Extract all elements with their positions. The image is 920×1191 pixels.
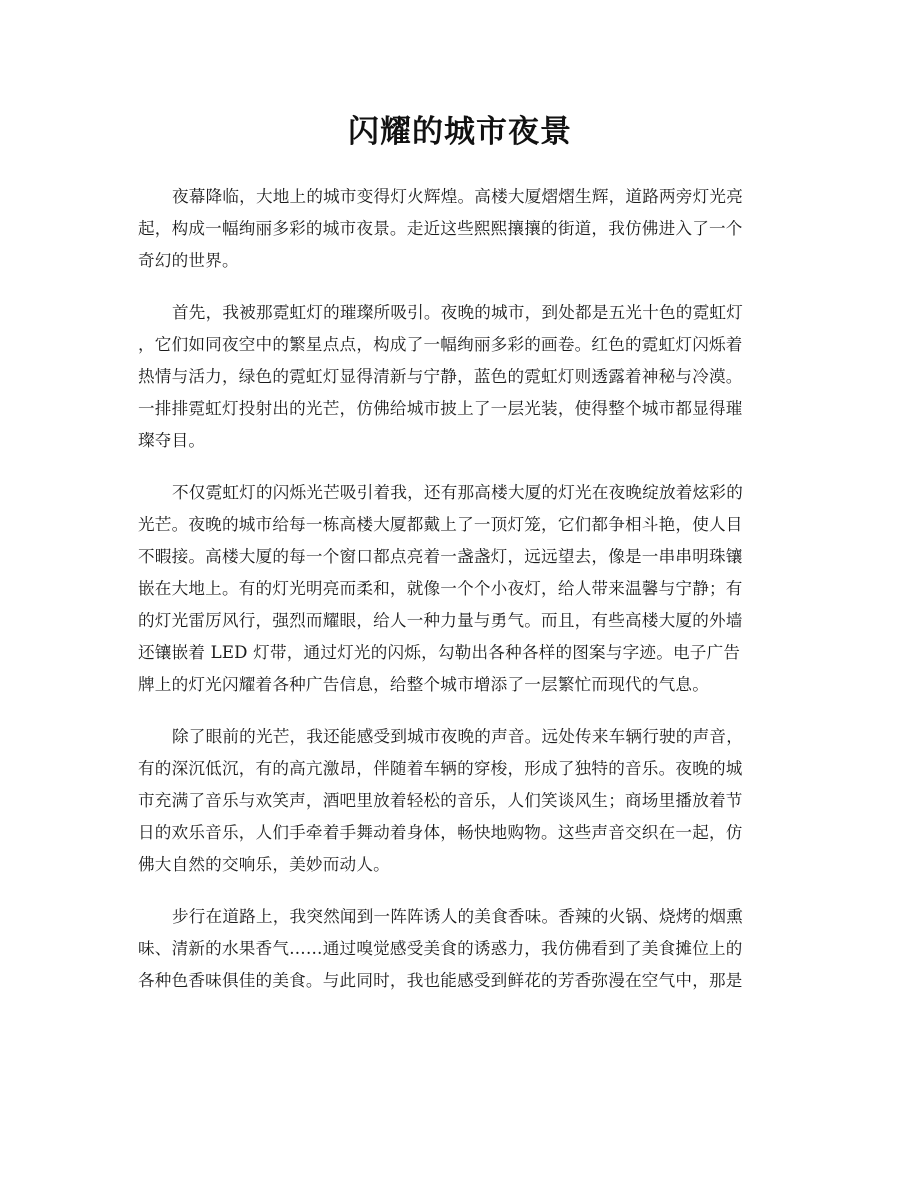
text-line: 一排排霓虹灯投射出的光芒，仿佛给城市披上了一层光装，使得整个城市都显得璀 — [138, 399, 743, 418]
paragraph-2 — [138, 297, 788, 457]
text-line: 首先，我被那霓虹灯的璀璨所吸引。夜晚的城市，到处都是五光十色的霓虹灯 — [172, 303, 743, 322]
text-line: 各种色香味俱佳的美食。与此同时，我也能感受到鲜花的芳香弥漫在空气中，那是 — [138, 971, 743, 990]
text-line: 有的深沉低沉，有的高亢激昂，伴随着车辆的穿梭，形成了独特的音乐。夜晚的城 — [138, 759, 743, 778]
text-line: 光芒。夜晚的城市给每一栋高楼大厦都戴上了一顶灯笼，它们都争相斗艳，使人目 — [138, 515, 743, 534]
text-line: 嵌在大地上。有的灯光明亮而柔和，就像一个个小夜灯，给人带来温馨与宁静；有 — [138, 579, 743, 598]
text-line: 步行在道路上，我突然闻到一阵阵诱人的美食香味。香辣的火锅、烧烤的烟熏 — [172, 907, 743, 926]
paragraph-1 — [138, 181, 788, 277]
document-body — [138, 181, 788, 1017]
text-line: 佛大自然的交响乐，美妙而动人。 — [138, 855, 390, 874]
text-line: 牌上的灯光闪耀着各种广告信息，给整个城市增添了一层繁忙而现代的气息。 — [138, 675, 709, 694]
text-line: 还镶嵌着 LED 灯带，通过灯光的闪烁，勾勒出各种各样的图案与字迹。电子广告 — [138, 643, 741, 662]
text-line: 热情与活力，绿色的霓虹灯显得清新与宁静，蓝色的霓虹灯则透露着神秘与冷漠。 — [138, 367, 743, 386]
text-line: 奇幻的世界。 — [138, 251, 239, 270]
text-line: 不仅霓虹灯的闪烁光芒吸引着我，还有那高楼大厦的灯光在夜晚绽放着炫彩的 — [172, 483, 743, 502]
text-line: 起，构成一幅绚丽多彩的城市夜景。走近这些熙熙攘攘的街道，我仿佛进入了一个 — [138, 219, 743, 238]
text-line: 市充满了音乐与欢笑声，酒吧里放着轻松的音乐，人们笑谈风生；商场里播放着节 — [138, 791, 743, 810]
text-line: 除了眼前的光芒，我还能感受到城市夜晚的声音。远处传来车辆行驶的声音， — [172, 727, 743, 746]
document-title: 闪耀的城市夜景 — [348, 114, 572, 150]
text-line: 璨夺目。 — [138, 431, 206, 450]
paragraph-3 — [138, 477, 788, 701]
text-line: 不暇接。高楼大厦的每一个窗口都点亮着一盏盏灯，远远望去，像是一串串明珠镶 — [138, 547, 743, 566]
text-line: 味、清新的水果香气……通过嗅觉感受美食的诱惑力，我仿佛看到了美食摊位上的 — [138, 939, 743, 958]
text-line: 夜幕降临，大地上的城市变得灯火辉煌。高楼大厦熠熠生辉，道路两旁灯光亮 — [172, 187, 743, 206]
text-line: ，它们如同夜空中的繁星点点，构成了一幅绚丽多彩的画卷。红色的霓虹灯闪烁着 — [138, 335, 743, 354]
text-line: 日的欢乐音乐，人们手牵着手舞动着身体，畅快地购物。这些声音交织在一起，仿 — [138, 823, 743, 842]
text-line: 的灯光雷厉风行，强烈而耀眼，给人一种力量与勇气。而且，有些高楼大厦的外墙 — [138, 611, 743, 630]
paragraph-5 — [138, 901, 788, 997]
paragraph-4 — [138, 721, 788, 881]
